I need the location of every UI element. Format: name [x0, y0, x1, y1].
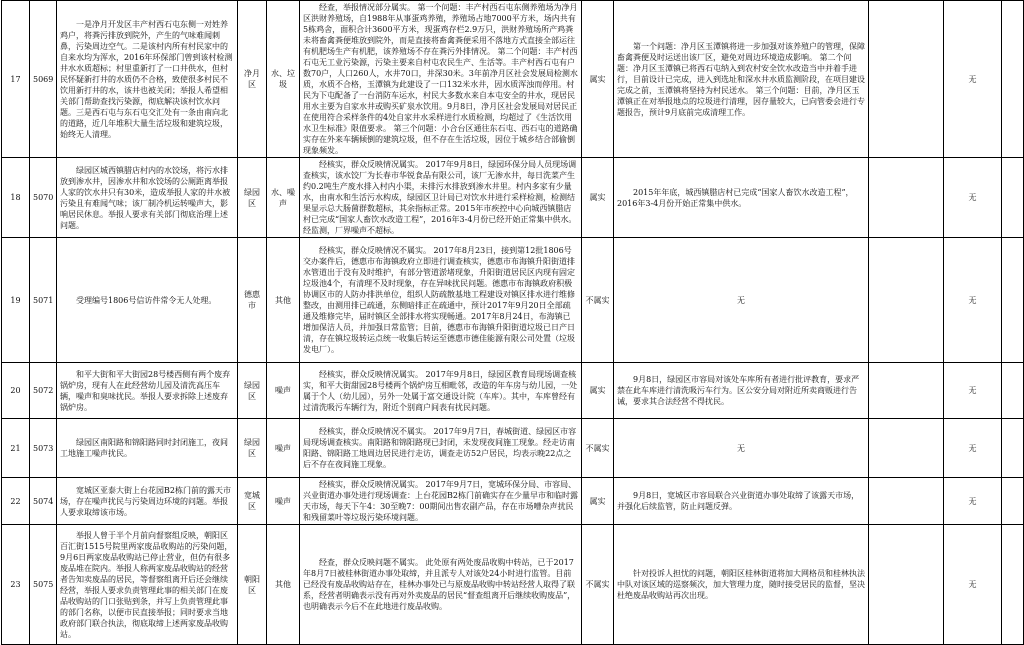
rectification-cell: 无 [614, 419, 869, 478]
complaint-content-cell: 绿园区南阳路和锦阳路同时封闭施工，夜间工地施工噪声扰民。 [57, 419, 238, 478]
rectification-cell: 9月8日，绿园区市容局对该处车库所有者进行批评教育，要求严禁在此车库进行清洗吸污车行为。区公安分局对附近所卖商贩进行告诫，要求其合法经营不得扰民。 [614, 363, 869, 419]
complaint-content-cell: 绿园区城西镇腊店村内的水饺场，将污水排放到渗水井，因渗水井和水饺场的公厕距离举报人家的饮水井只有30米，造成举报人家的井水被污染且有难闻气味；该厂制冷机运转噪声大，影响居民休息。举报人要求有关部门彻底治理上述问题。 [57, 158, 238, 238]
verified-status-cell: 不属实 [582, 419, 614, 478]
investigation-result-cell: 经核实，群众反映情况不属实。 2017年9月7日，春城街道、绿园区市容局现场调查核实。南阳路和锦阳路现已封闭，未发现夜间施工现象。经走访南阳路、锦阳路工地周边居民进行走访，调查走访52户居民，均表示晚22点之后不存在夜间施工现象。 [300, 419, 582, 478]
remark-cell: 无 [944, 478, 1002, 525]
table-body [2, 1, 1024, 645]
row-number-cell: 19 [2, 238, 30, 363]
complaint-content-cell: 举报人曾于半个月前向督察组反映，朝阳区百汇街1515号院里两家废品收购站的污染问题，9月6日两家废品收购站已停止营业，但仍有很多废品堆在院内。举报人称两家废品收购站的经营者告知卖废品的居民，等督察组离开后还会继续经营，举报人要求负责管理此事的相关部门在废品收购站的门口张贴到条，并写上负责管理此事的部门名称，以便市民直接举报；同时要求当地政府部门联合执法，彻底取缔上述两家废品收购站。 [57, 525, 238, 645]
row-number-cell: 23 [2, 525, 30, 645]
blank-cell-cell [1002, 238, 1024, 363]
table-row [2, 238, 1024, 363]
case-id-cell: 5074 [30, 478, 57, 525]
complaint-content-cell: 一是净月开发区丰产村西石屯东侧一对姓养鸡户，将粪污排放到院外，产生的气味难闻刺鼻，污染周边空气。二是该村内所有村民家中的自来水均为浑水，2016年环保部门曾到该村检测井水水质超标；村里重新打了一口井供水，但村民怀疑新打井的水质仍不合格，致使很多村民不饮用新打井的水，该井也被关闭；举报人希望相关部门帮助查找污染源，彻底解决该村饮水问题。三是西石屯与东石屯交汇处有一条由南向北的道路，近几年堆积大量生活垃圾和建筑垃圾，始终无人清理。 [57, 1, 238, 158]
accountability-cell [869, 419, 944, 478]
rectification-cell: 2015年年底，城西镇腊店村已完成“国家人畜饮水改造工程”，2016年3-4月份开始正常集中供水。 [614, 158, 869, 238]
case-id-cell: 5073 [30, 419, 57, 478]
table-row [2, 525, 1024, 645]
row-number-cell: 17 [2, 1, 30, 158]
row-number-cell: 18 [2, 158, 30, 238]
investigation-result-cell: 经核实，群众反映情况属实。 2017年9月8日，绿园环保分局人员现场调查核实，该水饺厂为长春市华锐食品有限公司，该厂无渗水井，每日洗菜产生约0.2吨生产废水排入村内小渠，未排污水排放到渗水井里。村内多家有少量水，由南水和生活污水构成，绿园区卫计局已对饮水井进行采样检测，检测结果显示总大肠菌群数超标，其余指标正常。2015年市疾控中心向城西镇腊店村已完成“国家人畜饮水改造工程”，2016年3-4月份已经开始正常集中供水。经监测，厂界噪声不超标。 [300, 158, 582, 238]
pollution-type-cell: 噪声 [267, 363, 300, 419]
complaints-table [1, 0, 1024, 645]
table-row [2, 1, 1024, 158]
verified-status-cell: 不属实 [582, 238, 614, 363]
investigation-result-cell: 经查，举报情况部分属实。 第一个问题：丰产村西石屯东侧养殖场为净月区洪财养殖场，自1988年从事蛋鸡养殖，养殖场占地7000平方米，场内共有5栋鸡舍，面积合计3600平方米，现蛋鸡存栏2.9万只，洪财养殖场所产鸡粪未将畜禽粪便堆放到院外，而是直接将畜禽粪便采用不落地方式直接全部运往有机肥场生产有机肥，该养殖场不存在粪污外排情况。 第二个问题：丰产村西石屯无工业污染源，污染主要来自村屯农民生产、生活等。丰产村西石屯有户数70户，人口260人，水井70口，井深30米。3年前净月区社会发展局检测水质，水质不合格，玉潭镇为此建设了一口132米水井，因水质浑浊而停用。村民为下屯配备了一台消防车运水，村民大多数水来自本屯安全的井水，现居民用水主要为自家水井或购买矿泉水饮用。9月8日，净月区社会发展局对居民正在使用符合采样条件的4处自家井水采样进行水质检测，均超过了《生活饮用水卫生标准》限值要求。 第三个问题：小合台区通往东石屯、西石屯的道路确实存在外来车辆倾倒的建筑垃圾，但不存在生活垃圾，因位于城乡结合部偷倒现象频发。 [300, 1, 582, 158]
blank-cell-cell [1002, 158, 1024, 238]
pollution-type-cell: 水、噪声 [267, 158, 300, 238]
case-id-cell: 5069 [30, 1, 57, 158]
case-id-cell: 5071 [30, 238, 57, 363]
verified-status-cell: 属实 [582, 363, 614, 419]
verified-status-cell: 属实 [582, 478, 614, 525]
verified-status-cell: 属实 [582, 1, 614, 158]
accountability-cell [869, 1, 944, 158]
rectification-cell: 第一个问题：净月区玉潭镇将进一步加强对该养殖户的管理，保障畜禽粪便及时运送出该厂区，避免对周边环境造成影响。 第二个问题：净月区玉潭镇已将西石屯纳入到农村安全饮水改造当中并着手进行，目前设计已完成，进入到选址和深水井水质监测阶段，在项目建设完成之前，玉潭镇将坚持为村民送水。 第三个问题：目前，净月区玉潭镇正在对举报地点的垃圾进行清理，因存量较大，已向管委会进行专题报告，预计9月底前完成清理工作。 [614, 1, 869, 158]
investigation-result-cell: 经核实，群众反映情况不属实。 2017年8月23日，接到第12批1806号交办案件后，德惠市布海镇政府立即进行调查核实，德惠市布海镇升阳街道排水管道出于没有及时维护，有部分管道淤堵现象，升阳街道居民区内现有固定垃圾池4个，有清理不及时现象，存在异味扰民问题。德惠市布海镇政府积极协调区市的人防办排洪单位，组织人防疏散基地工程建设对镇区排水进行维修整改，由测用排已疏通，东侧暗排正在疏通中，预计2017年9月20日全部疏通及维修完毕，届时镇区全部排水将实现畅通。2017年8月24日，布海镇已增加保洁人员，并加强日常监管；目前，德惠市布海镇升阳街道垃圾已日产日清，存在镇垃圾转运点统一收集后转运至德惠市德佳能源有限公司处置（垃圾发电厂）。 [300, 238, 582, 363]
pollution-type-cell: 噪声 [267, 419, 300, 478]
blank-cell-cell [1002, 419, 1024, 478]
remark-cell: 无 [944, 363, 1002, 419]
accountability-cell [869, 525, 944, 645]
blank-cell-cell [1002, 478, 1024, 525]
remark-cell: 无 [944, 1, 1002, 158]
remark-cell: 无 [944, 419, 1002, 478]
case-id-cell: 5070 [30, 158, 57, 238]
investigation-result-cell: 经查，群众反映问题不属实。 此处原有两处废品收购中转站，已于2017年8月7日被桂林街道办事处取缔，并且派专人对该处24小时进行监管。目前已经没有废品收购站存在，桂林办事处已与原废品收购中转站经营人取得了联系，经营者明确表示没有再对外卖废品的居民“督查组离开后继续收购废品”，也明确表示今后不在此地进行废品收购。 [300, 525, 582, 645]
district-cell: 绿园区 [238, 158, 267, 238]
rectification-cell: 针对投诉人担忧的问题，朝阳区桂林街道将加大网格员和桂林执法中队对该区域的巡察频次，加大管理力度，随时接受居民的监督，坚决杜绝废品收购站再次出现。 [614, 525, 869, 645]
case-id-cell: 5072 [30, 363, 57, 419]
accountability-cell [869, 363, 944, 419]
row-number-cell: 20 [2, 363, 30, 419]
table-row [2, 419, 1024, 478]
blank-cell-cell [1002, 363, 1024, 419]
row-number-cell: 21 [2, 419, 30, 478]
remark-cell: 无 [944, 238, 1002, 363]
remark-cell: 无 [944, 158, 1002, 238]
table-row [2, 478, 1024, 525]
verified-status-cell: 属实 [582, 158, 614, 238]
verified-status-cell: 不属实 [582, 525, 614, 645]
accountability-cell [869, 478, 944, 525]
case-id-cell: 5075 [30, 525, 57, 645]
rectification-cell: 9月8日，宽城区市容局联合兴业街道办事处取缔了该露天市场，并强化后续监管，防止问题反弹。 [614, 478, 869, 525]
investigation-result-cell: 经核实，群众反映情况属实。 2017年9月8日，绿园区教育局现场调查核实，和平大街甜园28号楼两个锅炉房互相毗邻，改造的年车房与幼儿园，一处属于个人（幼儿园），另外一处属于富交通设计院（车库）。其中，车库曾经有过清洗吸污车辆行为，附近个别商户间表有扰民问题。 [300, 363, 582, 419]
district-cell: 宽城区 [238, 478, 267, 525]
pollution-type-cell: 其他 [267, 525, 300, 645]
district-cell: 净月区 [238, 1, 267, 158]
table-row [2, 363, 1024, 419]
investigation-result-cell: 经核实，群众反映情况属实。 2017年9月7日，宽城环保分局、市容局、兴业街道办事处进行现场调查：上台花园B2栋门前确实存在少量早市和临时露天市场，每天下午4：30至晚7：00期间出售农副产品，存在市场嘈杂声扰民和残留菜叶等垃圾污染环境问题。 [300, 478, 582, 525]
pollution-type-cell: 噪声 [267, 478, 300, 525]
complaint-content-cell: 和平大街和平大街园28号楼西侧有两个废弃锅炉房，现有人在此经营幼儿园及清洗高压车辆，噪声和臭味扰民。举报人要求拆除上述废弃锅炉房。 [57, 363, 238, 419]
accountability-cell [869, 158, 944, 238]
district-cell: 绿园区 [238, 419, 267, 478]
pollution-type-cell: 水、垃圾 [267, 1, 300, 158]
district-cell: 朝阳区 [238, 525, 267, 645]
remark-cell: 无 [944, 525, 1002, 645]
district-cell: 绿园区 [238, 363, 267, 419]
accountability-cell [869, 238, 944, 363]
blank-cell-cell [1002, 525, 1024, 645]
row-number-cell: 22 [2, 478, 30, 525]
district-cell: 德惠市 [238, 238, 267, 363]
table-row [2, 158, 1024, 238]
complaint-content-cell: 宽城区亚泰大街上台花园B2栋门前的露天市场，存在噪声扰民与污染周边环境的问题。举报人要求取缔该市场。 [57, 478, 238, 525]
blank-cell-cell [1002, 1, 1024, 158]
pollution-type-cell: 其他 [267, 238, 300, 363]
complaint-content-cell: 受理编号1806号信访件常令无人处理。 [57, 238, 238, 363]
rectification-cell: 无 [614, 238, 869, 363]
